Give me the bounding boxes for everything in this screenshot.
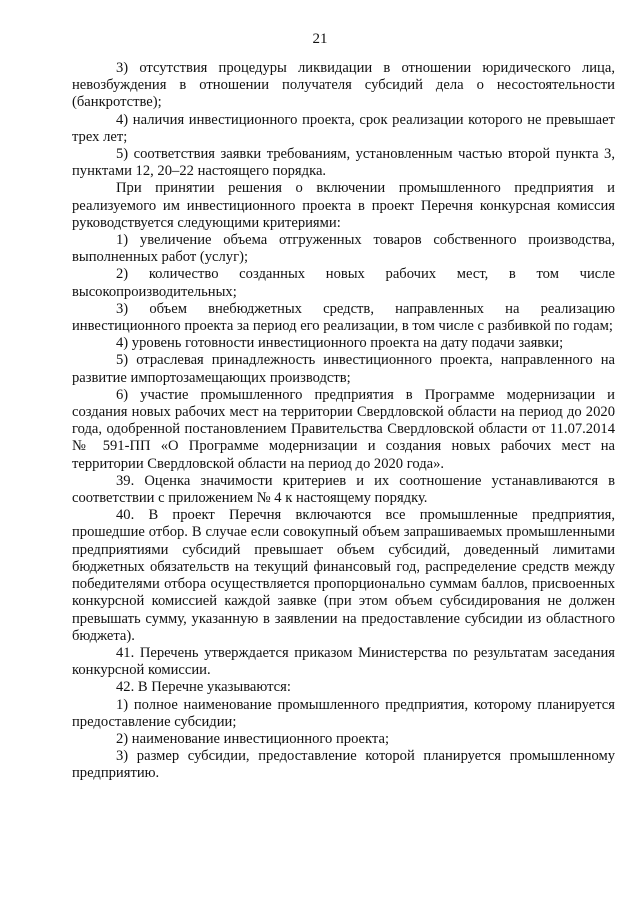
clause-39: 39. Оценка значимости критериев и их соотношение устанавливаются в соответствии с приложением № 4 к настоящему порядку. — [72, 472, 615, 507]
clause-40: 40. В проект Перечня включаются все промышленные предприятия, прошедшие отбор. В случае если совокупный объем запрашиваемых промышленными предприятиями субсидий превышает объем субсидий, доведенный лимитами бюджетных обязательств на текущий финансовый год, распределение средств между победителями отбора осуществляется пропорционально суммам баллов, присвоенных конкурсной комиссией каждой заявке (при этом объем субсидирования не должен превышать сумму, указанную в заявлении на предоставление субсидии из областного бюджета). — [72, 507, 615, 644]
paragraph-3-no-liquidation: 3) отсутствия процедуры ликвидации в отношении юридического лица, невозбуждения в отношении получателя субсидий дела о несостоятельности (банкротстве); — [72, 60, 615, 111]
criterion-2-new-jobs: 2) количество созданных новых рабочих мест, в том числе высокопроизводительных; — [72, 266, 615, 300]
criterion-3-extrabudgetary-funds: 3) объем внебюджетных средств, направленных на реализацию инвестиционного проекта за период его реализации, в том числе с разбивкой по годам; — [72, 300, 615, 335]
criterion-1-shipment-volume: 1) увеличение объема отгруженных товаров собственного производства, выполненных работ (услуг); — [72, 232, 615, 266]
clause-41: 41. Перечень утверждается приказом Министерства по результатам заседания конкурсной комиссии. — [72, 644, 615, 679]
paragraph-5-application-compliance: 5) соответствия заявки требованиям, установленным частью второй пункта 3, пунктами 12, 20–22 настоящего порядка. — [72, 146, 615, 180]
page-number: 21 — [312, 31, 328, 47]
criterion-6-modernization-program: 6) участие промышленного предприятия в Программе модернизации и создания новых рабочих мест на территории Свердловской области на период до 2020 года, одобренной постановлением Правительства Свердловской области от 11.07.2014 № 591-ПП «О Программе модернизации и создания новых рабочих мест на территории Свердловской области на период до 2020 года». — [72, 386, 615, 472]
paragraph-4-investment-project: 4) наличия инвестиционного проекта, срок реализации которого не превышает трех лет; — [72, 111, 615, 145]
clause-42-item-1: 1) полное наименование промышленного предприятия, которому планируется предоставление субсидии; — [72, 696, 615, 730]
clause-42: 42. В Перечне указываются: — [116, 679, 291, 696]
criterion-4-readiness-level: 4) уровень готовности инвестиционного проекта на дату подачи заявки; — [116, 335, 564, 352]
criterion-5-industry-affiliation: 5) отраслевая принадлежность инвестиционного проекта, направленного на развитие импортозамещающих производств; — [72, 352, 615, 386]
clause-42-item-3: 3) размер субсидии, предоставление которой планируется промышленному предприятию. — [72, 748, 615, 782]
document-body — [72, 60, 615, 783]
paragraph-criteria-intro: При принятии решения о включении промышленного предприятия и реализуемого им инвестиционного проекта в проект Перечня конкурсная комиссия руководствуется следующими критериями: — [72, 180, 615, 231]
clause-42-item-2: 2) наименование инвестиционного проекта; — [116, 730, 390, 747]
